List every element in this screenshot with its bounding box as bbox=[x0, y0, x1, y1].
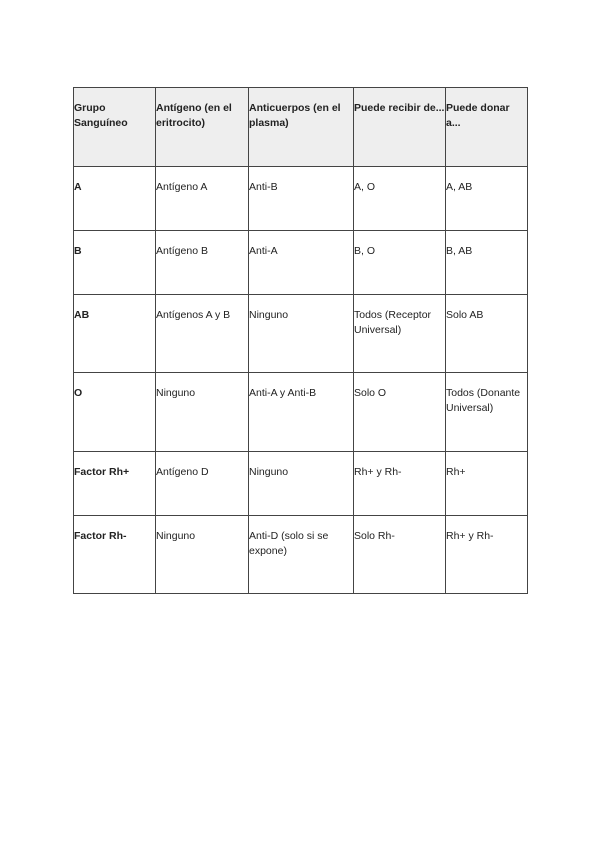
cell-can-donate: A, AB bbox=[446, 167, 528, 231]
cell-blood-group: B bbox=[74, 231, 156, 295]
cell-can-receive: A, O bbox=[354, 167, 446, 231]
header-can-receive: Puede recibir de... bbox=[354, 88, 446, 167]
table-row bbox=[74, 231, 528, 295]
header-blood-group: Grupo Sanguíneo bbox=[74, 88, 156, 167]
cell-blood-group: Factor Rh+ bbox=[74, 452, 156, 516]
cell-antigen: Antígenos A y B bbox=[156, 295, 249, 373]
cell-can-donate: Solo AB bbox=[446, 295, 528, 373]
cell-antigen: Antígeno A bbox=[156, 167, 249, 231]
table-row bbox=[74, 167, 528, 231]
cell-antibodies: Anti-D (solo si se expone) bbox=[249, 516, 354, 594]
cell-antigen: Antígeno D bbox=[156, 452, 249, 516]
cell-antibodies: Ninguno bbox=[249, 452, 354, 516]
cell-antibodies: Anti-B bbox=[249, 167, 354, 231]
cell-can-donate: Rh+ bbox=[446, 452, 528, 516]
cell-can-receive: Solo Rh- bbox=[354, 516, 446, 594]
cell-can-donate: Rh+ y Rh- bbox=[446, 516, 528, 594]
cell-can-receive: Todos (Receptor Universal) bbox=[354, 295, 446, 373]
cell-blood-group: AB bbox=[74, 295, 156, 373]
cell-antigen: Ninguno bbox=[156, 373, 249, 452]
table-header-row bbox=[74, 88, 528, 167]
cell-antibodies: Ninguno bbox=[249, 295, 354, 373]
table-row bbox=[74, 452, 528, 516]
header-antibodies: Anticuerpos (en el plasma) bbox=[249, 88, 354, 167]
cell-can-receive: B, O bbox=[354, 231, 446, 295]
blood-type-table bbox=[73, 87, 528, 594]
cell-blood-group: O bbox=[74, 373, 156, 452]
header-can-donate: Puede donar a... bbox=[446, 88, 528, 167]
table-row bbox=[74, 295, 528, 373]
cell-blood-group: Factor Rh- bbox=[74, 516, 156, 594]
cell-can-donate: Todos (Donante Universal) bbox=[446, 373, 528, 452]
cell-can-receive: Rh+ y Rh- bbox=[354, 452, 446, 516]
cell-antigen: Antígeno B bbox=[156, 231, 249, 295]
table-row bbox=[74, 373, 528, 452]
header-antigen: Antígeno (en el eritrocito) bbox=[156, 88, 249, 167]
table-row bbox=[74, 516, 528, 594]
cell-antibodies: Anti-A y Anti-B bbox=[249, 373, 354, 452]
cell-can-receive: Solo O bbox=[354, 373, 446, 452]
cell-antibodies: Anti-A bbox=[249, 231, 354, 295]
cell-antigen: Ninguno bbox=[156, 516, 249, 594]
cell-blood-group: A bbox=[74, 167, 156, 231]
cell-can-donate: B, AB bbox=[446, 231, 528, 295]
